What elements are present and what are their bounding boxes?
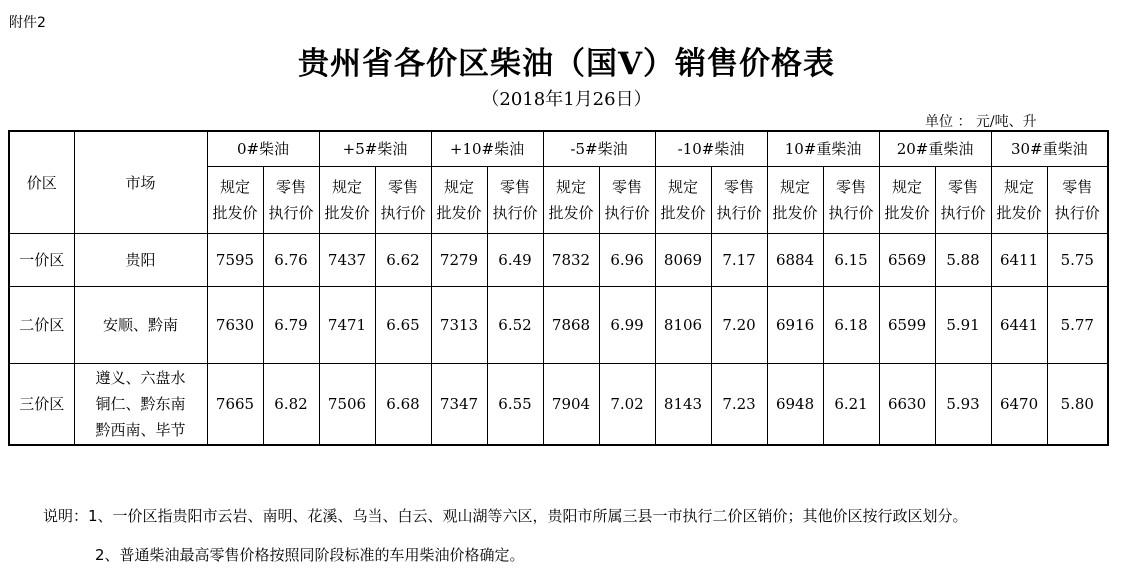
header-line: 零售 bbox=[948, 178, 979, 196]
wholesale-price-header bbox=[879, 167, 935, 234]
retail-price-cell: 5.93 bbox=[935, 364, 991, 446]
wholesale-price-cell: 8106 bbox=[655, 287, 711, 364]
wholesale-price-cell: 7595 bbox=[207, 234, 263, 287]
wholesale-price-cell: 7904 bbox=[543, 364, 599, 446]
retail-price-header bbox=[935, 167, 991, 234]
fuel-header: 0#柴油 bbox=[207, 131, 319, 167]
wholesale-price-cell: 6441 bbox=[991, 287, 1047, 364]
wholesale-price-header bbox=[207, 167, 263, 234]
retail-price-header bbox=[823, 167, 879, 234]
header-line: 规定 bbox=[1004, 178, 1035, 196]
wholesale-price-cell: 7630 bbox=[207, 287, 263, 364]
header-line: 批发价 bbox=[660, 204, 706, 222]
fuel-header: +5#柴油 bbox=[319, 131, 431, 167]
retail-price-cell: 6.15 bbox=[823, 234, 879, 287]
wholesale-price-header bbox=[431, 167, 487, 234]
retail-price-header bbox=[263, 167, 319, 234]
retail-price-cell: 5.77 bbox=[1047, 287, 1108, 364]
price-table bbox=[8, 130, 1109, 446]
page-title: 贵州省各价区柴油（国Ⅴ）销售价格表 bbox=[297, 46, 836, 82]
zone-cell: 二价区 bbox=[9, 287, 74, 364]
note-1: 说明：1、一价区指贵阳市云岩、南明、花溪、乌当、白云、观山湖等六区，贵阳市所属三县一市执行二价区销价；其他价区按行政区划分。 bbox=[43, 507, 968, 525]
wholesale-price-cell: 6470 bbox=[991, 364, 1047, 446]
retail-price-cell: 6.68 bbox=[375, 364, 431, 446]
header-line: 规定 bbox=[892, 178, 923, 196]
retail-price-header bbox=[711, 167, 767, 234]
wholesale-price-header bbox=[543, 167, 599, 234]
header-line: 批发价 bbox=[884, 204, 930, 222]
wholesale-price-cell: 7313 bbox=[431, 287, 487, 364]
header-line: 批发价 bbox=[772, 204, 818, 222]
header-line: 零售 bbox=[500, 178, 531, 196]
fuel-header: 30#重柴油 bbox=[991, 131, 1108, 167]
retail-price-cell: 5.88 bbox=[935, 234, 991, 287]
wholesale-price-header bbox=[655, 167, 711, 234]
header-line: 零售 bbox=[612, 178, 643, 196]
wholesale-price-cell: 6948 bbox=[767, 364, 823, 446]
wholesale-price-cell: 7279 bbox=[431, 234, 487, 287]
wholesale-price-header bbox=[767, 167, 823, 234]
wholesale-price-cell: 6569 bbox=[879, 234, 935, 287]
table-row bbox=[9, 364, 1108, 446]
wholesale-price-cell: 8143 bbox=[655, 364, 711, 446]
header-line: 规定 bbox=[668, 178, 699, 196]
wholesale-price-cell: 7506 bbox=[319, 364, 375, 446]
market-header: 市场 bbox=[74, 131, 207, 234]
wholesale-price-cell: 8069 bbox=[655, 234, 711, 287]
header-line: 零售 bbox=[836, 178, 867, 196]
retail-price-cell: 7.02 bbox=[599, 364, 655, 446]
fuel-header: 20#重柴油 bbox=[879, 131, 991, 167]
header-line: 零售 bbox=[724, 178, 755, 196]
fuel-header: +10#柴油 bbox=[431, 131, 543, 167]
retail-price-cell: 6.21 bbox=[823, 364, 879, 446]
header-line: 零售 bbox=[275, 178, 306, 196]
retail-price-cell: 5.80 bbox=[1047, 364, 1108, 446]
retail-price-cell: 6.99 bbox=[599, 287, 655, 364]
unit-label: 单位 ： 元/吨、升 bbox=[925, 114, 1037, 130]
header-line: 批发价 bbox=[548, 204, 594, 222]
retail-price-header bbox=[375, 167, 431, 234]
fuel-header: -10#柴油 bbox=[655, 131, 767, 167]
attachment-label: 附件2 bbox=[9, 15, 46, 31]
header-line: 执行价 bbox=[380, 204, 426, 222]
market-cell bbox=[74, 287, 207, 364]
header-line: 规定 bbox=[780, 178, 811, 196]
market-name: 铜仁、黔东南 bbox=[95, 395, 186, 413]
retail-price-cell: 6.65 bbox=[375, 287, 431, 364]
market-cell bbox=[74, 234, 207, 287]
header-line: 批发价 bbox=[212, 204, 258, 222]
retail-price-header bbox=[1047, 167, 1108, 234]
market-name: 贵阳 bbox=[125, 251, 156, 269]
date-label: （2018年1月26日） bbox=[481, 89, 652, 110]
fuel-header: -5#柴油 bbox=[543, 131, 655, 167]
header-line: 执行价 bbox=[604, 204, 650, 222]
market-name: 黔西南、毕节 bbox=[95, 421, 186, 439]
header-line: 执行价 bbox=[828, 204, 874, 222]
wholesale-price-header bbox=[991, 167, 1047, 234]
header-line: 规定 bbox=[556, 178, 587, 196]
retail-price-header bbox=[487, 167, 543, 234]
market-cell bbox=[74, 364, 207, 446]
header-line: 规定 bbox=[331, 178, 362, 196]
header-line: 执行价 bbox=[716, 204, 762, 222]
header-line: 执行价 bbox=[268, 204, 314, 222]
header-line: 零售 bbox=[387, 178, 418, 196]
wholesale-price-cell: 6630 bbox=[879, 364, 935, 446]
market-name: 遵义、六盘水 bbox=[95, 369, 186, 387]
retail-price-header bbox=[599, 167, 655, 234]
wholesale-price-cell: 6884 bbox=[767, 234, 823, 287]
zone-cell: 一价区 bbox=[9, 234, 74, 287]
header-line: 执行价 bbox=[492, 204, 538, 222]
wholesale-price-header bbox=[319, 167, 375, 234]
retail-price-cell: 7.20 bbox=[711, 287, 767, 364]
header-line: 规定 bbox=[219, 178, 250, 196]
retail-price-cell: 7.23 bbox=[711, 364, 767, 446]
retail-price-cell: 7.17 bbox=[711, 234, 767, 287]
header-line: 执行价 bbox=[1054, 204, 1100, 222]
wholesale-price-cell: 6411 bbox=[991, 234, 1047, 287]
zone-cell: 三价区 bbox=[9, 364, 74, 446]
table-row bbox=[9, 287, 1108, 364]
retail-price-cell: 6.79 bbox=[263, 287, 319, 364]
header-line: 执行价 bbox=[940, 204, 986, 222]
retail-price-cell: 6.82 bbox=[263, 364, 319, 446]
wholesale-price-cell: 7665 bbox=[207, 364, 263, 446]
header-line: 批发价 bbox=[324, 204, 370, 222]
zone-header: 价区 bbox=[9, 131, 74, 234]
wholesale-price-cell: 7471 bbox=[319, 287, 375, 364]
note-2: 2、普通柴油最高零售价格按照同阶段标准的车用柴油价格确定。 bbox=[95, 546, 525, 564]
wholesale-price-cell: 7868 bbox=[543, 287, 599, 364]
market-name: 安顺、黔南 bbox=[102, 316, 178, 334]
header-line: 批发价 bbox=[436, 204, 482, 222]
header-line: 批发价 bbox=[996, 204, 1042, 222]
wholesale-price-cell: 6599 bbox=[879, 287, 935, 364]
retail-price-cell: 6.62 bbox=[375, 234, 431, 287]
header-line: 规定 bbox=[443, 178, 474, 196]
retail-price-cell: 6.49 bbox=[487, 234, 543, 287]
retail-price-cell: 6.76 bbox=[263, 234, 319, 287]
retail-price-cell: 6.96 bbox=[599, 234, 655, 287]
fuel-header: 10#重柴油 bbox=[767, 131, 879, 167]
retail-price-cell: 6.55 bbox=[487, 364, 543, 446]
header-line: 零售 bbox=[1062, 178, 1093, 196]
retail-price-cell: 5.91 bbox=[935, 287, 991, 364]
table-row bbox=[9, 234, 1108, 287]
wholesale-price-cell: 7347 bbox=[431, 364, 487, 446]
wholesale-price-cell: 7832 bbox=[543, 234, 599, 287]
wholesale-price-cell: 6916 bbox=[767, 287, 823, 364]
wholesale-price-cell: 7437 bbox=[319, 234, 375, 287]
retail-price-cell: 6.52 bbox=[487, 287, 543, 364]
retail-price-cell: 5.75 bbox=[1047, 234, 1108, 287]
header-row-fuels bbox=[9, 131, 1108, 167]
retail-price-cell: 6.18 bbox=[823, 287, 879, 364]
